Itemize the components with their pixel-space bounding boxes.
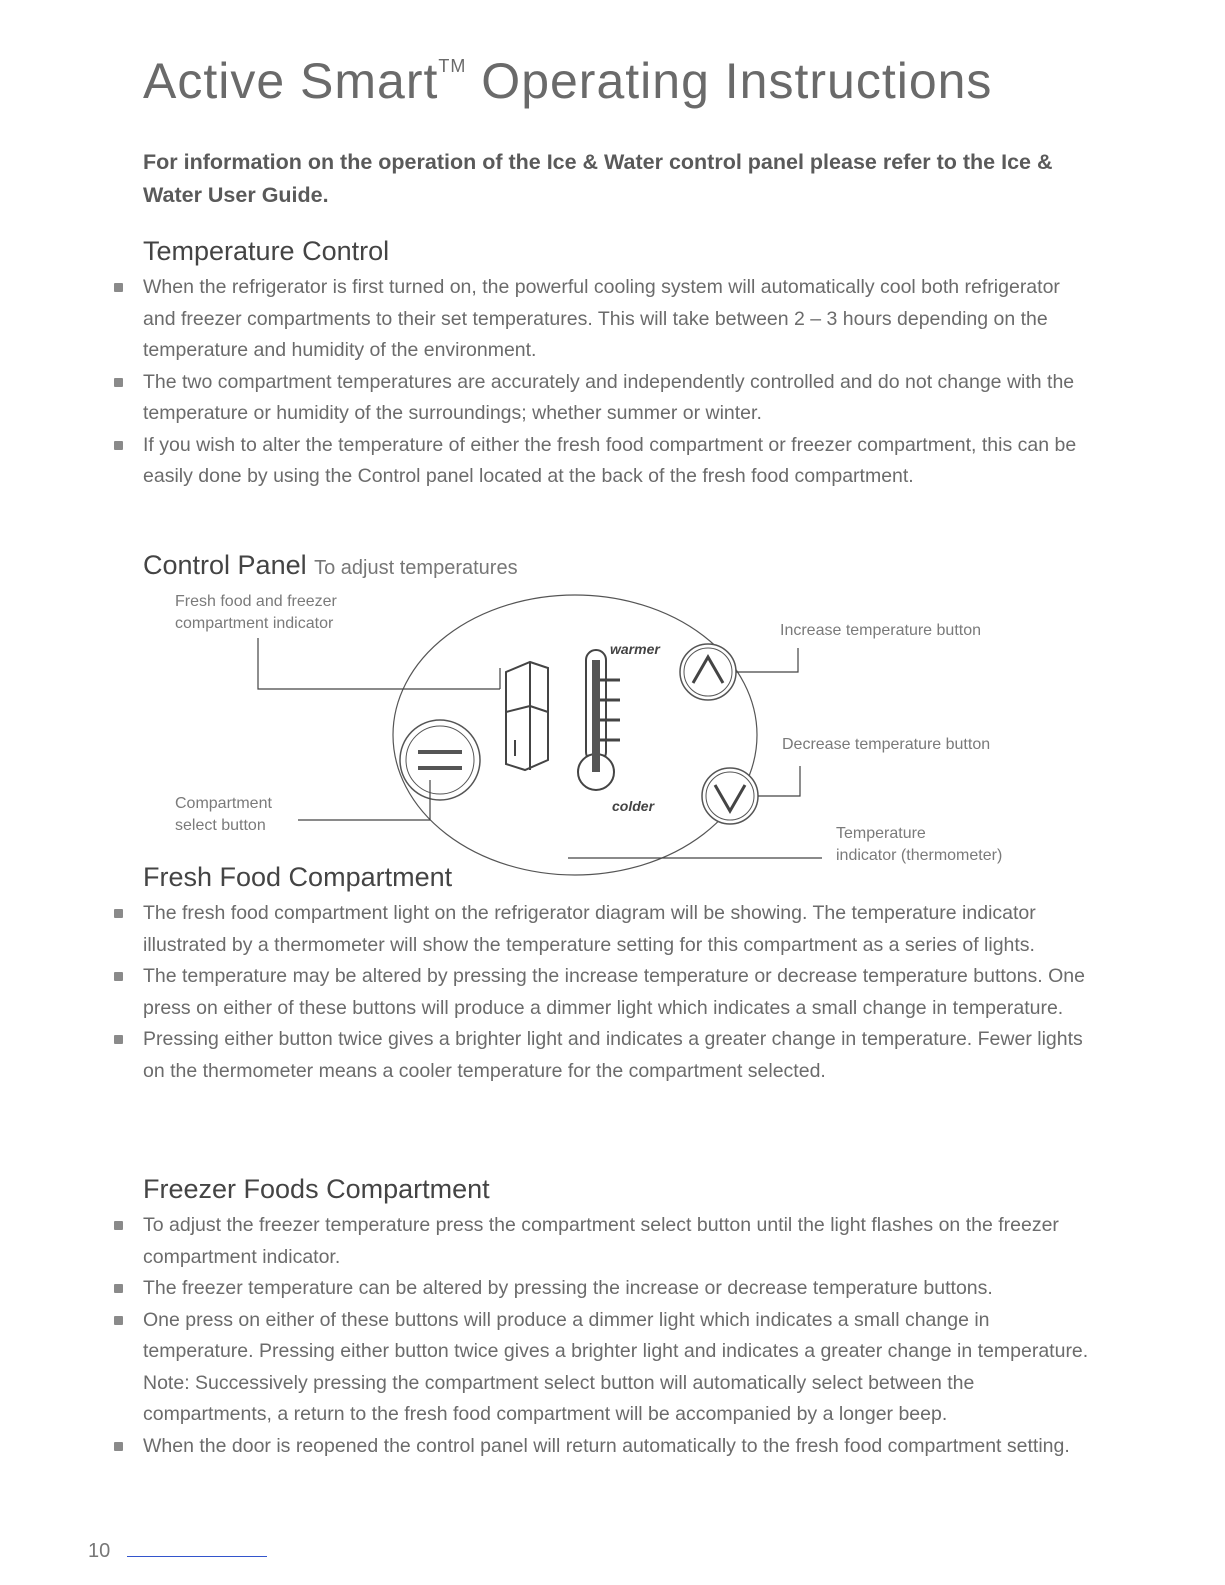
bullet-icon <box>114 909 123 918</box>
section-heading-freezer: Freezer Foods Compartment <box>143 1174 490 1204</box>
section-heading-control-panel: Control Panel To adjust temperatures <box>143 550 518 580</box>
bullet-icon <box>114 1442 123 1451</box>
list-item: Pressing either button twice gives a brighter light and indicates a greater change in temperature. Fewer lights on the thermometer means a cooler temperature for the compartment selected. <box>112 1024 1097 1087</box>
bullet-icon <box>114 1284 123 1293</box>
label-thermometer: Temperature indicator (thermometer) <box>836 825 1003 864</box>
freezer-list <box>112 1210 1097 1462</box>
list-item: One press on either of these buttons will produce a dimmer light which indicates a small change in temperature. Pressing either button twice gives a brighter light and indicates a greater change in temperature. <box>112 1305 1097 1368</box>
list-item: When the door is reopened the control panel will return automatically to the fresh food compartment setting. <box>112 1431 1097 1463</box>
fresh-food-list <box>112 898 1097 1087</box>
label-warmer: warmer <box>610 641 660 657</box>
section-heading-fresh-food: Fresh Food Compartment <box>143 862 453 892</box>
label-compartment-indicator: Fresh food and freezer compartment indicator <box>175 593 337 632</box>
fridge-icon <box>506 662 548 770</box>
label-compartment-select: Compartment select button <box>175 795 272 834</box>
decrease-button-icon <box>702 768 758 824</box>
list-item: To adjust the freezer temperature press the compartment select button until the light flashes on the freezer compartment indicator. <box>112 1210 1097 1273</box>
label-increase-button: Increase temperature button <box>780 622 982 639</box>
bullet-icon <box>114 1221 123 1230</box>
list-item: The fresh food compartment light on the refrigerator diagram will be showing. The temperature indicator illustrated by a thermometer will show the temperature setting for this compartment as a series of lights. <box>112 898 1097 961</box>
bullet-icon <box>114 972 123 981</box>
increase-button-icon <box>680 644 736 700</box>
section-heading-temperature-control: Temperature Control <box>143 236 390 266</box>
footer-rule <box>127 1556 267 1557</box>
bullet-icon <box>114 1316 123 1325</box>
page-title: Active Smart™ Operating Instructions <box>143 53 993 109</box>
page-number: 10 <box>88 1540 111 1562</box>
label-colder: colder <box>612 798 655 814</box>
note-text: Note: Successively pressing the compartment select button will automatically select between the compartments, a return to the fresh food compartment will be accompanied by a longer beep. <box>143 1371 975 1425</box>
list-item: The two compartment temperatures are accurately and independently controlled and do not change with the temperature or humidity of the surroundings; whether summer or winter. <box>112 367 1097 430</box>
thermometer-icon <box>578 650 620 790</box>
compartment-select-button-icon <box>400 720 480 800</box>
intro-note: For information on the operation of the Ice & Water control panel please refer to the Ice & Water User Guide. <box>143 150 1053 207</box>
list-item: When the refrigerator is first turned on, the powerful cooling system will automatically cool both refrigerator and freezer compartments to their set temperatures. This will take between 2 – 3 hours depending on the temperature and humidity of the environment. <box>112 272 1097 367</box>
list-item: If you wish to alter the temperature of either the fresh food compartment or freezer compartment, this can be easily done by using the Control panel located at the back of the fresh food compartment. <box>112 430 1097 493</box>
label-decrease-button: Decrease temperature button <box>782 736 991 753</box>
list-item: The freezer temperature can be altered by pressing the increase or decrease temperature buttons. <box>112 1273 1097 1305</box>
bullet-icon <box>114 1035 123 1044</box>
list-item: The temperature may be altered by pressing the increase temperature or decrease temperature buttons. One press on either of these buttons will produce a dimmer light which indicates a small change in temperature. <box>112 961 1097 1024</box>
